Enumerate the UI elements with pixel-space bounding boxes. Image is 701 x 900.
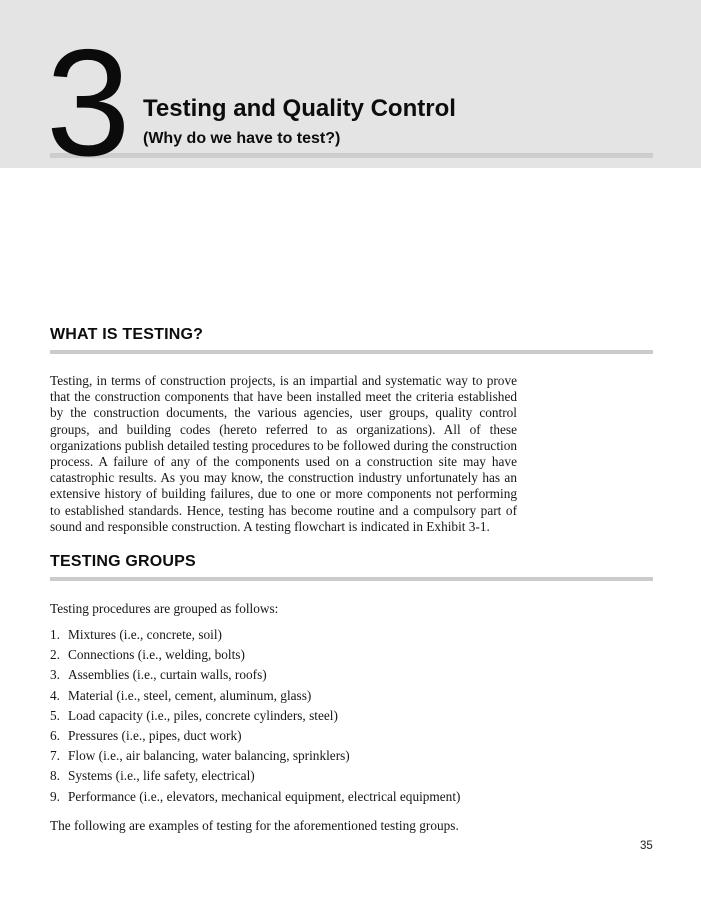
page-number: 35 [640,840,653,852]
chapter-title: Testing and Quality Control [143,95,456,122]
list-item [50,686,550,706]
list-item-number: 8. [50,768,60,784]
chapter-header-band [0,0,701,188]
list-item-text: Pressures (i.e., pipes, duct work) [68,728,242,744]
list-item-text: Connections (i.e., welding, bolts) [68,647,245,663]
testing-groups-intro: Testing procedures are grouped as follows: [50,601,279,616]
list-item-number: 3. [50,667,60,683]
chapter-number: 3 [46,18,129,188]
what-is-testing-paragraph: Testing, in terms of construction projects, is an impartial and systematic way to prove that the construction components that have been installed meet the criteria established by the construction documents, the various agencies, user groups, quality control groups, and building codes (hereto referred to as organizations). All of these organizations publish detailed testing procedures to be followed during the construction process. A failure of any of the components used on a construction site may have catastrophic results. As you may know, the construction industry unfortunately has an extensive history of building failures, due to one or more components not performing to established standards. Hence, testing has become routine and a compulsory part of sound and responsible construction. A testing flowchart is indicated in Exhibit 3-1. [50,373,517,534]
testing-groups-list [50,625,550,807]
list-item-text: Assemblies (i.e., curtain walls, roofs) [68,667,267,683]
list-item-text: Performance (i.e., elevators, mechanical equipment, electrical equipment) [68,788,461,804]
list-item [50,706,550,726]
list-item-text: Material (i.e., steel, cement, aluminum, glass) [68,687,312,703]
chapter-subtitle: (Why do we have to test?) [143,130,341,147]
list-item [50,726,550,746]
list-item-text: Systems (i.e., life safety, electrical) [68,768,255,784]
list-item [50,625,550,645]
chapter-header-rule [50,153,653,158]
testing-groups-closing: The following are examples of testing for the aforementioned testing groups. [50,818,459,833]
list-item [50,645,550,665]
list-item [50,787,550,807]
section-heading-what-is-testing: WHAT IS TESTING? [50,326,204,343]
list-item-text: Mixtures (i.e., concrete, soil) [68,627,222,642]
list-item [50,766,550,786]
list-item-number: 4. [50,687,60,703]
list-item-number: 1. [50,627,60,642]
list-item-number: 9. [50,788,60,804]
list-item [50,665,550,685]
list-item-number: 2. [50,647,60,663]
section-rule [50,577,653,581]
list-item-text: Load capacity (i.e., piles, concrete cylinders, steel) [68,707,338,723]
section-rule [50,350,653,354]
section-heading-testing-groups: TESTING GROUPS [50,553,196,570]
list-item-number: 6. [50,728,60,744]
list-item-number: 7. [50,748,60,764]
list-item-text: Flow (i.e., air balancing, water balancing, sprinklers) [68,748,350,764]
list-item-number: 5. [50,707,60,723]
list-item [50,746,550,766]
